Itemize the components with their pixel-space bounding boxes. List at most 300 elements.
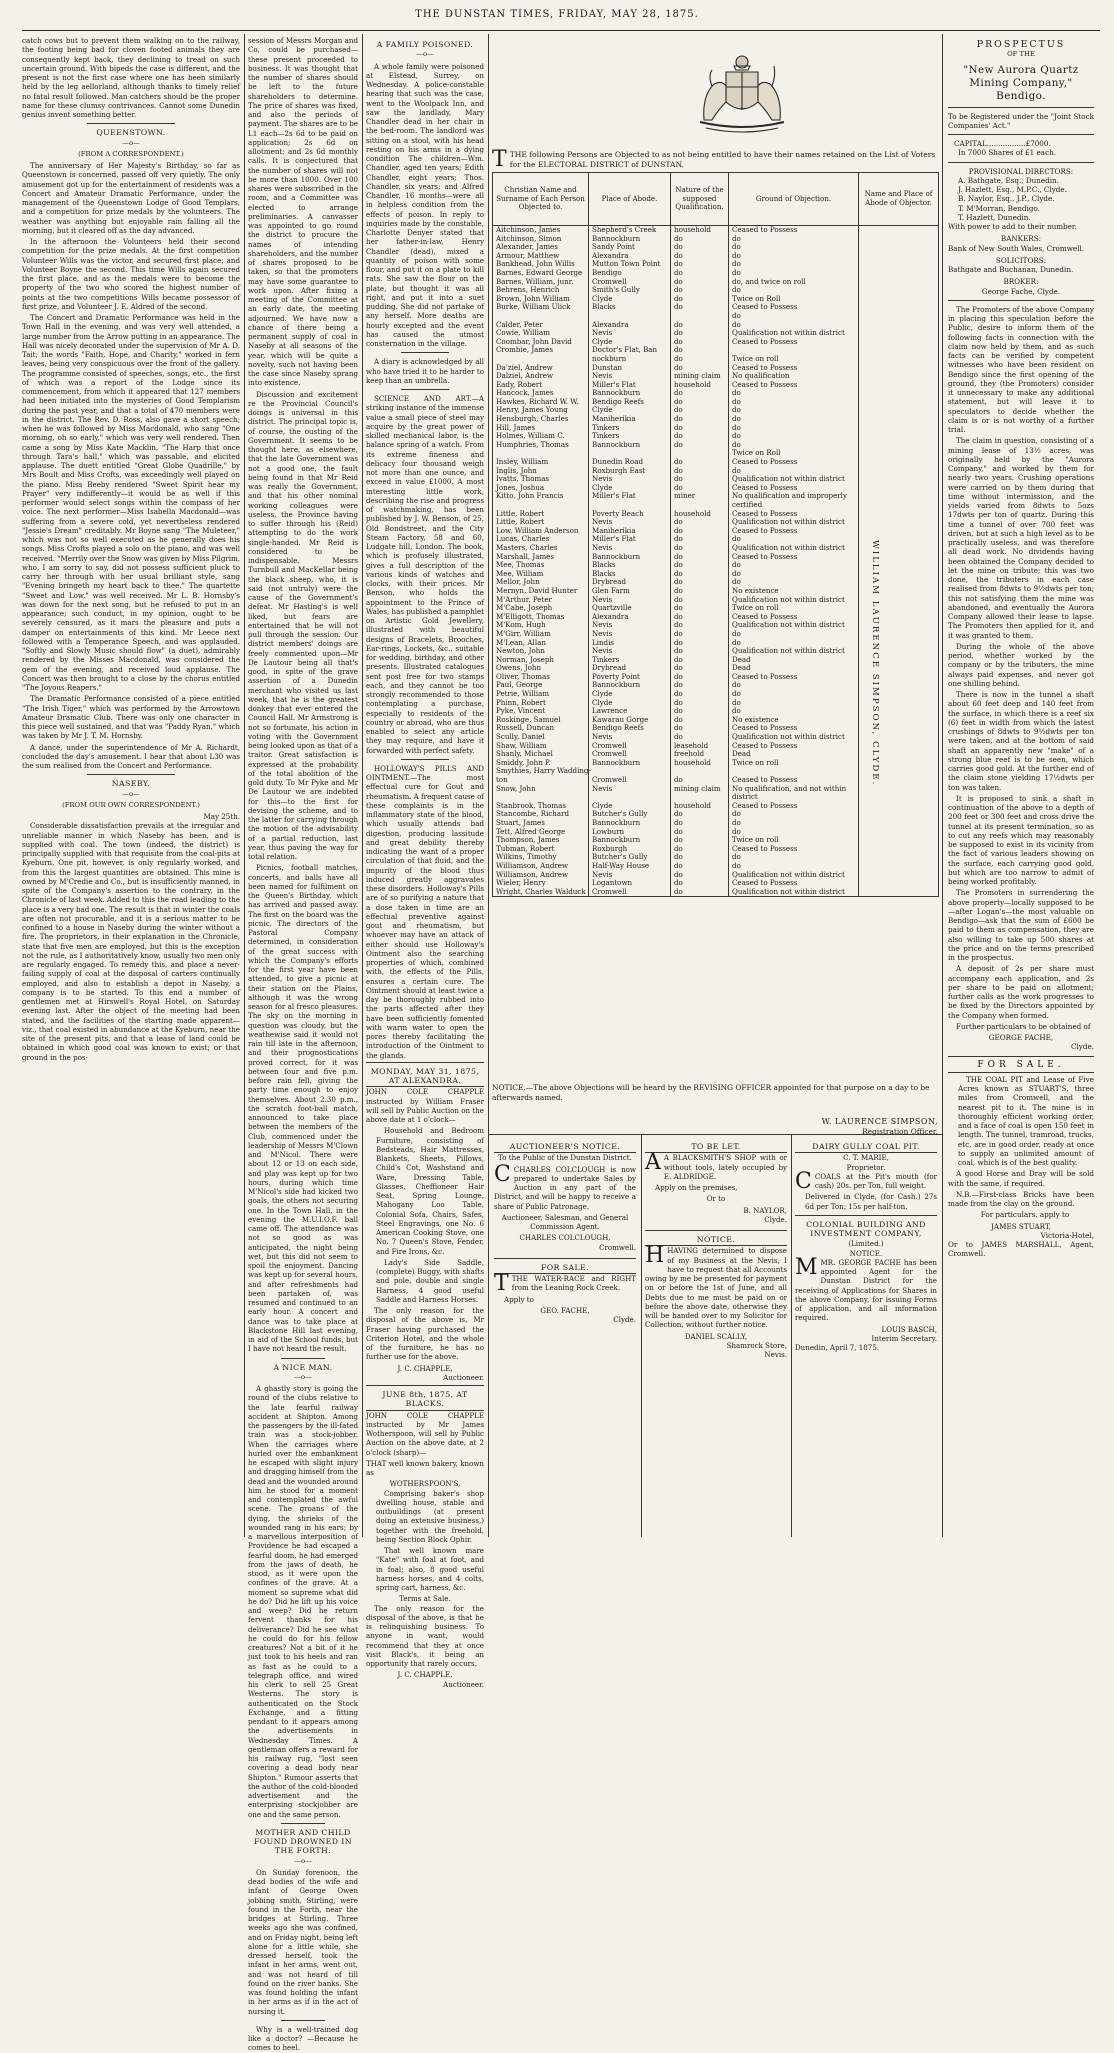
table-cell: Nevis (589, 475, 671, 484)
article-text: SCIENCE AND ART.—A striking instance of the immense value a small piece of steel may acquire by the great power of skilled mechanical labor, is the balance spring of a watch. From its extreme fineness and delicacy four thousand weigh not more than one ounce, and exceed in value £1000. A most interesting little work, describing the rise and progress of watchmaking, has been published by J. W. Benson, of 25, Old Bondstreet, and the City Steam Factory, 58 and 60, Ludgate hill, London. The book, which is profusely illustrated, gives a full description of the various kinds of watches and clocks, with their prices. Mr Benson, who holds the appointment to the Prince of Wales, has published a pamphlet on Artistic Gold Jewellery, illustrated with beautiful designs of Bracelets, Brooches, Ear-rings, Lockets, &c., suitable for wedding, birthday, and other presents. Illustrated catalogues sent post free for two stamps each, and they cannot be too strongly recommended to those contemplating a purchase, especially to residents of the country or abroad, who are thus enabled to select any article they may require, and have it forwarded with perfect safety. (366, 394, 485, 755)
table-cell: Wright, Charles Walduck (493, 888, 589, 897)
divider-mark: —o— (416, 50, 434, 59)
table-cell: Miller's Flat (589, 381, 671, 390)
table-row (493, 278, 939, 287)
ad-heading: FOR SALE. (977, 1059, 1065, 1070)
ad-heading: AUCTIONEER'S NOTICE. (509, 1142, 621, 1151)
table-cell (859, 286, 939, 295)
divider (401, 389, 448, 390)
table-cell: do (671, 724, 729, 733)
table-row (493, 303, 939, 312)
table-cell (859, 398, 939, 407)
table-cell: Ceased to Possess (729, 724, 859, 733)
table-cell: Alexandra (589, 321, 671, 330)
table-cell: Butcher's Gully (589, 810, 671, 819)
table-cell: do (671, 888, 729, 897)
table-cell: do (729, 570, 859, 579)
table-cell: Tett, Alfred George (493, 828, 589, 837)
table-cell: do (671, 295, 729, 304)
ad-role: Proprietor. (846, 1162, 886, 1172)
ad-signature-title: Auctioneer. (443, 1679, 484, 1689)
table-cell: Poverty Beach (589, 510, 671, 519)
table-cell: Ceased to Possess (729, 303, 859, 312)
table-cell: do (671, 467, 729, 476)
divider (366, 1062, 484, 1063)
table-cell: do (671, 613, 729, 622)
table-cell: Ivatts, Thomas (493, 475, 589, 484)
table-cell: Twice on Roll (729, 295, 859, 304)
table-cell: do (671, 484, 729, 493)
ad-text: Apply to (504, 1294, 534, 1304)
table-cell: Barnes, William, junr. (493, 278, 589, 287)
table-cell: Clyde (589, 699, 671, 708)
table-cell (859, 381, 939, 390)
table-cell: Miller's Flat (589, 492, 671, 501)
table-cell: Phinn, Robert (493, 699, 589, 708)
table-cell (859, 295, 939, 304)
table-cell: do (729, 630, 859, 639)
table-cell: Stancombe, Richard (493, 810, 589, 819)
table-cell: Cromwell (589, 278, 671, 287)
table-cell: Low, William Anderson (493, 527, 589, 536)
article-text: Picnics, football matches, concerts, and balls have all been named for fulfilment on the Queen's Birthday, which has arrived and passed away. The first on the board was the picnic. The directors of the Pastoral Company determined, in consideration of the great success with which the Company's efforts for the first year have been attended, to give a picnic at their station on the Plains, although it was the wrong season for al fresco pleasures. The sky on the morning in question was cloudy, but the weathewise said it would not rain till late in the afternoon, and their prognostications proved correct, for it was between four and five p.m. before rain fell, giving the party time enough to enjoy themselves. About 2.30 p.m., the scratch foot-ball match, announced to take place between the members of the Club, commenced under the leadership of Messrs M'Clown and M'Nicol. There were about 12 or 13 on each side, and play was kept up for two hours, during which time M'Nicol's side had kicked two goals, the others not securing one. In the Town Hall, in the evening the M.U.I.O.F. ball came off. The attendance was not so good as was anticipated, the night being wet, but this did not seem to spoil the enjoyment. Dancing was kept up for several hours, and after refreshments had been partaken of, was resumed and continued to an early hour. A concert and dance was to take place at Blackstone Hill last evening, in aid of the School funds, but I have not heard the result. (248, 863, 358, 1354)
table-row (493, 510, 939, 519)
ad-signature-title: Or to JAMES MARSHALL, Agent, Cromwell. (948, 1240, 1094, 1259)
table-cell: Eady, Robert (493, 381, 589, 390)
column-header: Ground of Objection. (729, 173, 859, 226)
table-cell: do (671, 321, 729, 330)
column-3 (366, 36, 485, 1689)
table-cell: Qualification not within district (729, 329, 859, 338)
masthead: THE DUNSTAN TIMES, FRIDAY, MAY 28, 1875. (415, 9, 699, 20)
table-cell: Hensburgh, Charles (493, 415, 589, 424)
table-cell: district (729, 793, 859, 802)
divider (488, 1134, 942, 1135)
company-name: "New Aurora Quartz Mining Company," Bendigo. (963, 63, 1079, 102)
table-cell: Shaw, William (493, 742, 589, 751)
table-cell (859, 321, 939, 330)
table-cell: Nevis (589, 630, 671, 639)
table-cell (859, 441, 939, 450)
table-cell: do (729, 424, 859, 433)
table-cell: do (671, 364, 729, 373)
table-cell: Smiddy, John P. (493, 759, 589, 768)
table-cell: Qualification not within district (729, 518, 859, 527)
table-cell: household (671, 226, 729, 235)
table-cell (859, 226, 939, 235)
notice-signature-title: Registration Officer. (862, 1127, 938, 1136)
table-cell: Nevis (589, 544, 671, 553)
ad-text: TTHE WATER-RACE and RIGHT from the Leaning Rock Creek. (494, 1271, 636, 1296)
table-cell: Ceased to Possess (729, 553, 859, 562)
table-cell: Glen Farm (589, 587, 671, 596)
table-cell: No existence (729, 587, 859, 596)
table-cell: Mee, Thomas (493, 561, 589, 570)
table-cell: Crombie, James (493, 346, 589, 355)
table-cell (859, 527, 939, 536)
table-cell: do (671, 286, 729, 295)
table-cell: miner (671, 492, 729, 501)
table-cell (859, 260, 939, 269)
table-cell: do (671, 346, 729, 355)
table-cell: do (729, 286, 859, 295)
table-cell: Half-Way House (589, 862, 671, 871)
divider (401, 352, 448, 353)
ad-signature-title: Clyde. (764, 1214, 787, 1224)
table-cell: Shanly, Michael (493, 750, 589, 759)
ad-heading: NOTICE. (696, 1235, 736, 1244)
ad-text: CCHARLES COLCLOUGH is now prepared to undertake Sales by Auction in any part of the District, and will be happy to receive a share of Public Patronage. (494, 1161, 636, 1211)
table-cell: Insley, William (493, 458, 589, 467)
ad-signature: J. C. CHAPPLE, (397, 1670, 453, 1680)
divider (87, 774, 174, 775)
column-2 (248, 36, 358, 2053)
table-cell (859, 338, 939, 347)
table-cell: Oliver, Thomas (493, 673, 589, 682)
table-cell: Lawrence (589, 707, 671, 716)
divider (948, 300, 1094, 301)
table-cell: Pyke, Vincent (493, 707, 589, 716)
table-cell: do (671, 578, 729, 587)
table-cell: Ceased to Possess (729, 879, 859, 888)
table-cell: do (671, 879, 729, 888)
table-cell: Maniherikia (589, 415, 671, 424)
article-text: In the afternoon the Volunteers held their second competition for the prize medals. At the first competition Volunteer Wills was the victor, and secured first place; and Volunteer Boyne the second. This time Wills again secured the first place, and as the medals were to become the property of the two who scored the highest number of points at the two competitions Wills became possessor of first prize, and Volunteer J. E. Aldred of the second. (22, 237, 240, 311)
table-cell: Mernyn, David Hunter (493, 587, 589, 596)
dropcap: M (795, 1254, 818, 1280)
table-cell: Kawarau Gorge (589, 716, 671, 725)
table-cell: do (671, 810, 729, 819)
table-cell: Clyde (589, 802, 671, 811)
table-cell: do (671, 639, 729, 648)
table-cell: Maniherikia (589, 527, 671, 536)
ad-column-b (645, 1138, 787, 1538)
table-cell: do (729, 235, 859, 244)
table-cell: Smith's Gully (589, 286, 671, 295)
table-cell: Snow, John (493, 785, 589, 794)
article-source: (FROM OUR OWN CORRESPONDENT.) (62, 800, 200, 809)
ad-signature: CHARLES COLCLOUGH, (519, 1233, 611, 1243)
divider (281, 2020, 325, 2021)
table-cell: do (671, 570, 729, 579)
table-cell: do (671, 819, 729, 828)
table-cell (859, 329, 939, 338)
column-6 (948, 36, 1094, 1536)
table-cell: do (671, 518, 729, 527)
table-cell: Twice on roll (729, 355, 859, 364)
divider (948, 1056, 1094, 1057)
divider (281, 1358, 325, 1359)
table-cell: Twice on roll (729, 836, 859, 845)
table-row (493, 415, 939, 424)
divider (366, 1385, 484, 1386)
table-cell: Nevis (589, 785, 671, 794)
table-cell: Tinkers (589, 656, 671, 665)
table-cell: Sandy Point (589, 243, 671, 252)
article-text: Considerable dissatisfaction prevails at the irregular and unreliable manner in which Naseby has been, and is supplied with coal. The town (indeed, the district) is principally supplied with that requisite from the coal-pits at Kyeburn. One pit, however, is only regularly worked, and from this the largest quantities are obtained. This mine is owned by M'Credie and Co., but is insufficiently manned, in spite of the Company's assertion to the contrary, in the Chronicle of last week. Added to this the road leading to the place is a very bad one. The result is that in winter the coals are often not procurable, and it is a serious matter to be confined to a house in Naseby during the winter without a fire. The proprietors, in their explanation in the Chronicle, state that five men are employed, but this is the exception not the rule, as I authoritatively know, usually two men only are regularly engaged. To remedy this, and place a never-failing supply of coal at the disposal of carters continually employed, and also to establish a depot in Naseby, a company is to be started. To this end a number of gentlemen met at Hirswell's Royal Hotel, on Saturday evening last. After the object of the meeting had been stated, and the facilities of the starting made apparent—viz., that coal existed in abundance at the Kyeburn, near the site of the present pits, and that a lease of land could be obtained in which good coal was known to exist; or that ground in the pos- (22, 821, 240, 1062)
table-cell: Behrens, Henrich (493, 286, 589, 295)
ad-text: Lady's Side Saddle, (complete) Buggy, with shafts and pole, double and single Harness, 4 good useful Saddle and Harness Horses. (376, 1257, 484, 1304)
table-row (493, 381, 939, 390)
table-cell: Ceased to Possess (729, 484, 859, 493)
table-cell: household (671, 802, 729, 811)
table-cell (859, 235, 939, 244)
dropcap: A (645, 1150, 661, 1176)
article-source: (FROM A CORRESPONDENT.) (78, 149, 184, 158)
table-cell: Cromwell (589, 750, 671, 759)
table-cell: do (729, 561, 859, 570)
table-cell: Alexandra (589, 613, 671, 622)
table-cell: No existence (729, 716, 859, 725)
table-cell: do (671, 406, 729, 415)
table-cell: Petrie, William (493, 690, 589, 699)
table-cell: Miller's Flat (589, 535, 671, 544)
table-cell: do (671, 733, 729, 742)
ad-signature: JAMES STUART, (991, 1221, 1051, 1231)
table-cell (859, 406, 939, 415)
table-cell: Blacks (589, 561, 671, 570)
table-cell (859, 510, 939, 519)
ad-text: CCOALS at the Pit's mouth (for cash) 20s. per Ton, full weight. (795, 1168, 937, 1194)
table-cell (859, 312, 939, 321)
ad-heading: FOR SALE. (540, 1262, 590, 1272)
table-cell: Williamson, Andrew (493, 871, 589, 880)
table-cell: Nevis (589, 518, 671, 527)
table-cell: Clyde (589, 295, 671, 304)
table-cell: Henry, James Young (493, 406, 589, 415)
article-text: Why is a well-trained dog like a doctor? —Because he comes to heel. (248, 2024, 358, 2053)
table-cell: do (729, 252, 859, 261)
table-cell: do (729, 243, 859, 252)
table-cell: do (729, 699, 859, 708)
table-cell: freehold (671, 750, 729, 759)
director-line: T. M'Morran, Bendigo. (958, 203, 1040, 213)
divider (948, 162, 1094, 163)
dropcap: T (492, 147, 507, 172)
table-cell (859, 269, 939, 278)
table-cell: Hill, James (493, 424, 589, 433)
table-cell: Ceased to Possess (729, 802, 859, 811)
table-cell (859, 346, 939, 355)
table-cell (859, 449, 939, 458)
table-row (493, 475, 939, 484)
table-cell: Ceased to Possess (729, 673, 859, 682)
capital-line: CAPITAL.................£7000. (954, 139, 1051, 148)
ad-text: N.B.—First-class Bricks have been made from the clay on the ground. (948, 1189, 1094, 1208)
divider-mark: —o— (122, 138, 140, 147)
table-cell: do (729, 819, 859, 828)
table-cell: do (729, 853, 859, 862)
table-cell: Bannockburn (589, 819, 671, 828)
table-cell: M'Girr, William (493, 630, 589, 639)
article-text: On Sunday forenoon, the dead bodies of the wife and infant of George Owen jobbing smith, Stirling, were found in the Forth, near the bridges at Stirling. Three weeks ago she was confined, and on Friday night, being left alone for a little while, she dressed herself, took the infant in her arms, went out, and was not heard of till found on the river banks. She was found holding the infant in her arms as if in the act of nursing it. (248, 1867, 358, 2016)
table-cell: Bannockburn (589, 553, 671, 562)
table-cell: do (671, 475, 729, 484)
article-text: The Concert and Dramatic Performance was held in the Town Hall in the evening, and was very well attended, a large number from the Arrow putting in an appearance. The Hall was nicely decorated under the supervision of Mr A. D. Tait; the words "Faith, Hope, and Charity," worked in fern leaves, being very conspicuous over the front of the gallery. The programme consisted of speeches, songs, etc., the first of which was a report of the Lodge since its commencement, from which it appeared that 127 members had been initiated into the mysteries of Good Templarism during the past year, and that a total of 470 members were in the district. The Rev. D. Ross, also gave a short speech; when he was followed by Miss Macdonald, who sang "One morning, oh so early," which was very well rendered. Then came a song by Miss Kate Macklin, "The Harp that once through Tara's hall," which was passable, and elicited applause. The duett entitled "Great Globe Quadrille," by Mrs Boult and Miss Crofts, was exceedingly well played on the piano. Miss Beeby rendered "Sweet Spirit hear my Prayer" very indifferently—it would be as well if this performer would select songs within the compass of her voice. The next performer—Miss Isabella Macdonald—was suffering from a severe cold, yet nevertheless rendered "Jessie's Dream" creditably. Mr Boyne sang "The Muleteer," which was not so well executed as he generally does his songs. Miss Crofts played a solo on the piano, and was well received. "Merrily over the Snow was given by Miss Pilgrim, who, I am sorry to say, did not possess sufficient pluck to carry her through with her usual brilliant style, sang "Evening bringeth my heart back to thee." The quartette "Sweet and Low," was well received. Mr L. B. Hornsby's was down for the next song, but he refused to put in an appearance; such conduct, in my opinion, ought to be severely censured, as it mars the pleasure and puts a damper on entertainments of this kind. Mr Leece next followed with a Temperance Speech, and was applauded. "Softly and Slowly Music should flow" (a duet), admirably rendered by the Misses Macdonald, was considered the gem of the evening, and received loud applause. The Concert was then brought to a close by the chorus entitled "The Joyous Reapers." (22, 313, 241, 692)
prospectus-heading: PROSPECTUS (976, 39, 1066, 50)
table-cell (859, 372, 939, 381)
table-cell: do (671, 836, 729, 845)
table-cell: Coombar, John David (493, 338, 589, 347)
table-cell: Dunedin Road (589, 458, 671, 467)
table-cell: do (671, 269, 729, 278)
table-cell: Hancock, James (493, 389, 589, 398)
table-cell: Kitto, John Francis (493, 492, 589, 501)
table-cell (859, 458, 939, 467)
director-line: A. Bathgate, Esq., Dunedin. (958, 175, 1059, 185)
table-cell: do (729, 810, 859, 819)
table-cell: do (671, 424, 729, 433)
ad-text: The only reason for the disposal of the above, is that he is relinquishing business. To anyone in want, would recommend that they at once visit Black's, it being an opportunity that rarely occurs. (366, 1603, 484, 1668)
table-row (493, 492, 939, 501)
article-heading: A NICE MAN. (273, 1362, 333, 1372)
table-cell: nockburn (589, 355, 671, 364)
table-cell: Owens, John (493, 664, 589, 673)
ad-signature: B. NAYLOR, (743, 1205, 787, 1215)
table-cell: Bannockburn (589, 235, 671, 244)
prospectus-signature: GEORGE FACHE, (988, 1033, 1054, 1042)
table-cell: Norman, Joseph (493, 656, 589, 665)
divider (87, 123, 174, 124)
table-cell: Qualification not within district (729, 544, 859, 553)
prospectus-text: The claim in question, consisting of a mining lease of 13½ acres, was originally held by the "Aurora Company," and worked by them for nearly two years. Crushing operations were carried on by them during that time without intermission, and the yields varied from 8dwts to 5ozs 17dwts per ton of quartz. During this time a tunnel of over 700 feet was driven, but at such a high level as to be practically useless, and was therefore all dead work. No dividends having been obtained the Company decided to let the mine on tribute; this was two done, the tributers in each case realised from 8dwts to 9½dwts per ton; this not satisfying them the mine was abandoned, and eventually the Aurora Company allowed their lease to lapse. The Promoters then applied for it, and it was granted to them. (948, 436, 1094, 640)
section-text: George Fache, Clyde. (981, 286, 1061, 296)
ad-heading: TO BE LET. (691, 1142, 741, 1151)
table-cell: do (671, 828, 729, 837)
table-cell: Bankhead, John Willis (493, 260, 589, 269)
table-cell: do, and twice on roll (729, 278, 859, 287)
table-cell: Clyde (589, 338, 671, 347)
ad-text: For particulars, apply to (980, 1210, 1070, 1220)
table-cell (859, 424, 939, 433)
table-cell: Wieler, Henry (493, 879, 589, 888)
table-cell: Ceased to Possess (729, 742, 859, 751)
table-cell: Qualification not within district (729, 621, 859, 630)
table-cell: do (671, 707, 729, 716)
table-cell: No qualification, and not within (729, 785, 859, 794)
table-cell: do (729, 389, 859, 398)
table-cell: M'Arthur, Peter (493, 596, 589, 605)
table-cell (859, 415, 939, 424)
ad-text: Or to (706, 1194, 726, 1204)
ad-signature-title: Auctioneer. (443, 1372, 484, 1382)
table-cell: Brown, John William (493, 295, 589, 304)
table-cell: Twice on roll (729, 604, 859, 613)
table-cell: Ceased to Possess (729, 613, 859, 622)
table-cell: do (671, 664, 729, 673)
notice-signature: W. LAURENCE SIMPSON, (821, 1117, 938, 1126)
table-cell: do (729, 269, 859, 278)
table-cell: do (729, 312, 859, 321)
table-row (493, 458, 939, 467)
section-heading: PROVISIONAL DIRECTORS: (968, 166, 1074, 176)
table-cell: do (671, 544, 729, 553)
table-cell: do (671, 235, 729, 244)
divider-mark: —o— (294, 1856, 312, 1865)
table-cell: do (671, 630, 729, 639)
table-cell: Dalziel, Andrew (493, 372, 589, 381)
table-cell: Nevis (589, 647, 671, 656)
table-cell: Poverty Point (589, 673, 671, 682)
table-cell: Barnes, Edward George (493, 269, 589, 278)
prospectus-text: A deposit of 2s per share must accompany each application, and 2s per share to be paid on allotment; further calls as the work progresses to be fixed by the Directors appointed by the Company when formed. (948, 964, 1094, 1020)
ad-signature-title: Cromwell. (599, 1242, 636, 1252)
divider (795, 1215, 937, 1216)
prospectus-text: To be Registered under the "Joint Stock Companies' Act." (948, 111, 1094, 130)
table-cell: Ceased to Possess (729, 527, 859, 536)
table-cell: Marshall, James (493, 553, 589, 562)
table-cell: Shepherd's Creek (589, 226, 671, 235)
ad-text: Apply on the premises, (655, 1183, 738, 1192)
table-cell: do (729, 321, 859, 330)
table-row (493, 243, 939, 252)
table-cell: Ceased to Possess (729, 381, 859, 390)
column-rule (362, 34, 363, 1537)
table-cell: Bannockburn (589, 759, 671, 768)
article-text: A dance, under the superintendence of Mr A. Richardt, concluded the day's amusement. I hear that about L30 was the sum realised from the Concert and Performance. (22, 742, 240, 770)
table-cell: Aitchinson, Simon (493, 235, 589, 244)
section-heading: BROKER: (1003, 277, 1039, 287)
ad-signature: J. C. CHAPPLE, (397, 1363, 453, 1373)
table-cell: Twice on roll (729, 759, 859, 768)
table-cell: Alexander, James (493, 243, 589, 252)
table-cell (859, 389, 939, 398)
article-text: A whole family were poisoned at Elstead, Surrey, on Wednesday. A police-constable hearing that such was the case, went to the Woolpack Inn, and saw the landlady, Mary Chandler dead in her chair in the bed-room. The landlord was sitting on a stool, with his head resting on his arms in a dying condition The children—Wm. Chandler, aged ten years; Edith Chandler, eight years; Thos. Chandler, six years; and Alfred Chandler, 16 months—were all in helpless condition from the effects of poison. In reply to inquiries made by the constable, Charlotte Denyer stated that her father-in-law, Henry Chandler (dead), mixed a quantity of poison with some flour, and put it on a plate to kill rats. She saw the flour on the plate, but thought it was all right, and put it into a suet pudding. She did not partake of any herself. More deaths are hourly excepted and the event has caused the utmost consternation in the village. (366, 61, 484, 348)
table-cell: Holmes, William C. (493, 432, 589, 441)
table-cell: Alexandra (589, 252, 671, 261)
column-rule (791, 1134, 792, 1537)
table-cell: Qualification not within district (729, 888, 859, 897)
table-cell: household (671, 381, 729, 390)
ad-text: Comprising baker's shop dwelling house, stable and outbuildings (at present doing an extensive business,) together with the freehold, being Section Block Ophir. (376, 1488, 484, 1544)
ad-subheading: NOTICE. (849, 1248, 883, 1258)
table-cell: Nevis (589, 329, 671, 338)
table-cell: Mellor, John (493, 578, 589, 587)
ad-signature: LOUIS BASCH, (881, 1324, 937, 1334)
director-line: J. Hazlett, Esq., M.P.C., Clyde. (958, 185, 1067, 194)
table-cell: Blacks (589, 570, 671, 579)
ad-heading: JUNE 8th, 1875, AT BLACKS. (382, 1390, 468, 1409)
table-cell: do (671, 699, 729, 708)
table-cell: do (729, 535, 859, 544)
table-cell: do (671, 458, 729, 467)
table-cell: do (671, 535, 729, 544)
table-row (493, 372, 939, 381)
table-cell: Ceased to Possess (729, 776, 859, 785)
table-cell: Butcher's Gully (589, 853, 671, 862)
table-cell: ton (493, 776, 589, 785)
ad-text: Household and Bedroom Furniture, consisting of Bedsteads, Hair Mattresses, Blankets, Sheets, Pillows, Child's Cot, Washstand and Ware, Dressing Table, Glasses, Cheffioneer Hair Seat, Spring Lounge, Mahogany Loo Table, Colonial Sofa, Chairs, Safes, Steel Engravings, one No. 6 American Cooking Stove, one No. 7 Queen's Stove, Fender, and Fire Irons, &c. (376, 1126, 484, 1256)
table-cell: M'Kom, Hugh (493, 621, 589, 630)
table-cell: household (671, 510, 729, 519)
table-row (493, 467, 939, 476)
table-cell: do (671, 871, 729, 880)
table-cell (859, 355, 939, 364)
table-cell: do (671, 776, 729, 785)
table-cell: Tubman, Robert (493, 845, 589, 854)
table-cell: Roskinge, Samuel (493, 716, 589, 725)
table-cell: do (671, 303, 729, 312)
table-cell: Qualification not within district (729, 733, 859, 742)
table-cell: do (729, 707, 859, 716)
objection-intro: TTHE following Persons are Objected to as not being entitled to have their names retained on the List of Voters for the ELECTORAL DISTRICT of DUNSTAN. (492, 147, 936, 172)
dropcap: T (494, 1271, 509, 1296)
table-cell: Twice on Roll (729, 449, 859, 458)
table-cell: do (671, 355, 729, 364)
table-cell: do (729, 260, 859, 269)
table-cell: do (671, 673, 729, 682)
table-cell: Logantown (589, 879, 671, 888)
